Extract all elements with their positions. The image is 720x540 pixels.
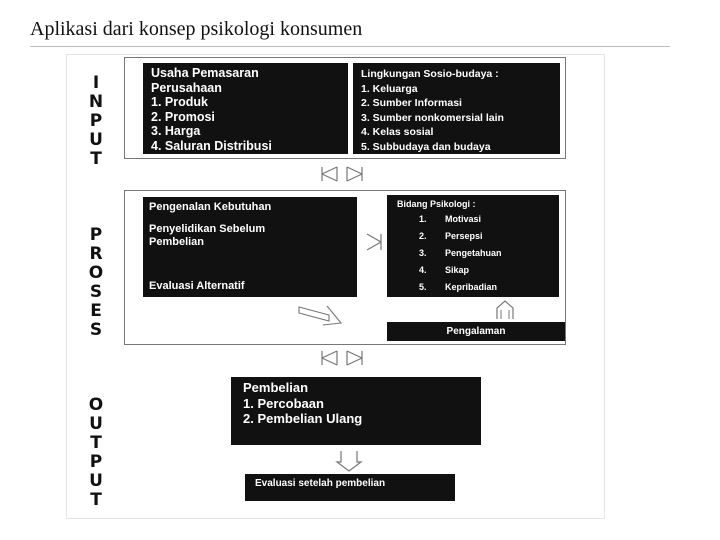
stage-letter: U	[89, 471, 103, 491]
post-purchase-evaluation-box	[245, 474, 455, 501]
psych-item	[397, 214, 549, 224]
down-arrow-icon	[335, 449, 363, 473]
sociocultural-line: 3. Sumber nonkomersial lain	[361, 111, 504, 124]
post-purchase-evaluation-text: Evaluasi setelah pembelian	[255, 478, 386, 489]
stage-letter: I	[92, 73, 100, 93]
stage-letter: T	[90, 149, 102, 169]
purchase-box	[231, 377, 481, 445]
alternative-evaluation-text: Evaluasi Alternatif	[149, 280, 245, 292]
psych-item	[397, 248, 549, 258]
stage-label-input	[81, 75, 111, 170]
psych-item-number: 3.	[419, 248, 427, 258]
psych-item-label: Pengetahuan	[445, 248, 502, 258]
stage-letter: T	[90, 433, 102, 453]
stage-label-output	[81, 397, 111, 511]
pre-purchase-search-text: Penyelidikan Sebelum Pembelian	[149, 223, 266, 248]
psych-item-number: 5.	[419, 282, 427, 292]
decision-process-box	[143, 197, 357, 297]
process-section	[124, 190, 566, 345]
marketing-line: 1. Produk	[151, 95, 208, 110]
consumer-decision-diagram	[67, 55, 604, 518]
psych-heading: Bidang Psikologi :	[397, 199, 476, 209]
stage-letter: P	[89, 111, 103, 131]
psychological-field-box	[387, 195, 559, 297]
sociocultural-box	[353, 63, 560, 154]
marketing-line: 4. Saluran Distribusi	[151, 138, 272, 153]
input-section	[124, 57, 566, 159]
psych-item	[397, 265, 549, 275]
psych-item-number: 4.	[419, 265, 427, 275]
marketing-line: 3. Harga	[151, 124, 201, 139]
stage-letter: U	[89, 130, 103, 150]
stage-letter: R	[89, 244, 103, 264]
sociocultural-line: 4. Kelas sosial	[361, 126, 434, 138]
left-arrow-icon	[363, 231, 383, 253]
need-recognition-text: Pengenalan Kebutuhan	[149, 201, 272, 213]
sociocultural-line: 2. Sumber Informasi	[361, 97, 462, 109]
marketing-line: 2. Promosi	[151, 109, 215, 124]
psych-item	[397, 282, 549, 292]
diagonal-arrow-icon	[295, 301, 343, 327]
psych-item-number: 1.	[419, 214, 427, 224]
sociocultural-line: 1. Keluarga	[361, 82, 418, 95]
stage-letter: S	[89, 282, 103, 302]
title-divider	[30, 46, 670, 47]
stage-letter: N	[88, 92, 104, 112]
experience-text: Pengalaman	[446, 326, 506, 337]
psych-item	[397, 231, 549, 241]
stage-letter: P	[89, 452, 103, 472]
double-arrow-icon	[319, 347, 365, 369]
stage-letter: S	[89, 320, 103, 340]
stage-letter: P	[89, 225, 103, 245]
stage-label-proses	[81, 227, 111, 341]
stage-letter: U	[89, 414, 103, 434]
purchase-line: 1. Percobaan	[243, 395, 324, 411]
marketing-effort-box	[143, 63, 348, 154]
sociocultural-line: Lingkungan Sosio-budaya :	[361, 68, 499, 80]
stage-letter: O	[88, 263, 104, 283]
purchase-line: Pembelian	[243, 380, 309, 395]
psych-item-label: Kepribadian	[445, 282, 498, 292]
up-arrow-icon	[493, 299, 517, 321]
psych-item-number: 2.	[419, 231, 427, 241]
sociocultural-line: 5. Subbudaya dan budaya	[361, 140, 491, 153]
stage-letter: T	[90, 490, 102, 510]
double-arrow-icon	[319, 163, 365, 185]
psych-item-label: Sikap	[445, 265, 470, 275]
stage-letter: E	[90, 301, 102, 321]
marketing-line: Perusahaan	[151, 80, 222, 95]
psych-item-label: Persepsi	[445, 231, 483, 241]
marketing-line: Usaha Pemasaran	[151, 66, 259, 80]
page-title: Aplikasi dari konsep psikologi konsumen	[30, 18, 363, 40]
psych-item-label: Motivasi	[445, 214, 482, 224]
experience-box	[387, 322, 565, 341]
stage-letter: O	[88, 395, 104, 415]
purchase-line: 2. Pembelian Ulang	[243, 411, 363, 426]
